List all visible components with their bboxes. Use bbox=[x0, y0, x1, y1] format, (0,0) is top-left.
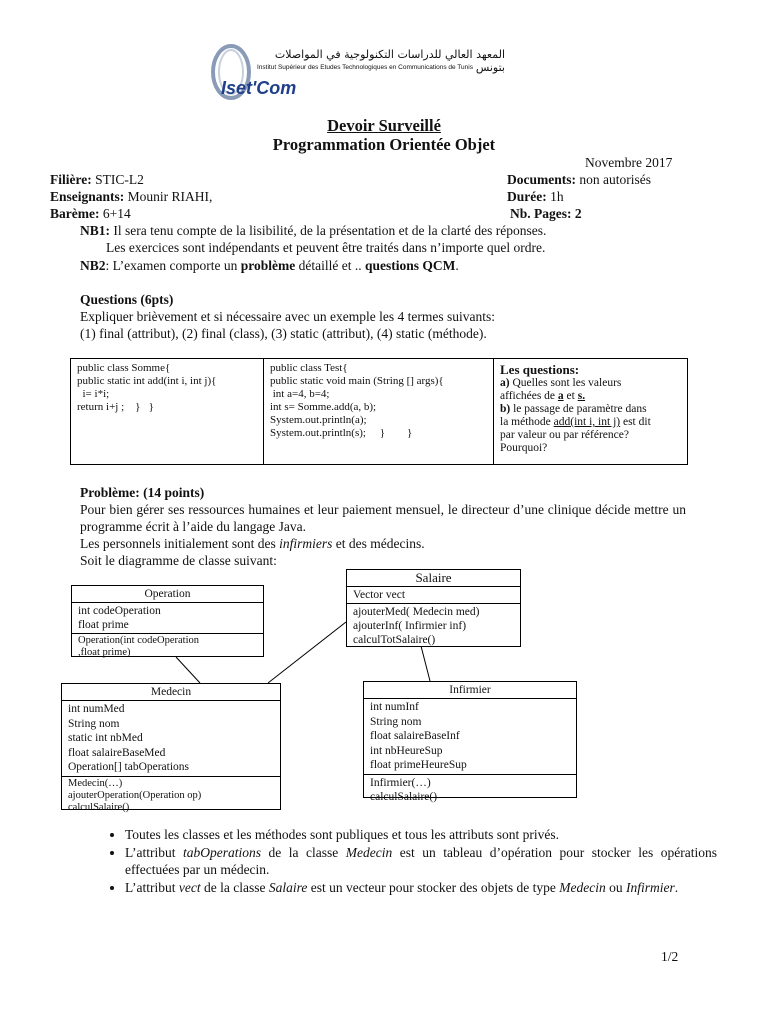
probleme-paragraph-3: Soit le diagramme de classe suivant: bbox=[80, 553, 277, 568]
uml-method: Medecin(…) bbox=[68, 777, 123, 789]
code-line: i= i*i; bbox=[77, 388, 110, 400]
exam-date: Novembre 2017 bbox=[585, 155, 673, 170]
meta-bareme: Barème: 6+14 bbox=[50, 206, 131, 221]
uml-attribute: int numInf bbox=[370, 701, 419, 713]
uml-class-infirmier bbox=[363, 681, 577, 803]
link-medecin-salaire bbox=[268, 622, 346, 683]
uml-attribute: String nom bbox=[370, 715, 422, 728]
code-line: public class Test{ bbox=[270, 362, 348, 374]
meta-duree: Durée: 1h bbox=[507, 189, 564, 204]
uml-method: Infirmier(…) bbox=[370, 776, 431, 789]
uml-methods bbox=[62, 776, 280, 815]
probleme-heading: Problème: (14 points) bbox=[80, 485, 205, 500]
institute-arabic-name: المعهد العالي للدراسات التكنولوجية في المواصلات بتونس bbox=[274, 48, 505, 74]
uml-class-operation bbox=[71, 585, 264, 657]
meta-nb-pages: Nb. Pages: 2 bbox=[510, 206, 582, 221]
uml-attribute: Operation[] tabOperations bbox=[68, 761, 190, 773]
code-line: return i+j ; } } bbox=[77, 401, 154, 413]
questions-heading: Questions (6pts) bbox=[80, 292, 174, 307]
uml-attribute: Vector vect bbox=[353, 589, 406, 601]
question-a-line2: affichées de a et s. bbox=[500, 390, 586, 402]
uml-method: calculSalaire() bbox=[68, 801, 130, 813]
uml-attribute: float prime bbox=[78, 619, 129, 631]
code-line: System.out.println(a); bbox=[270, 414, 367, 426]
code-line: int s= Somme.add(a, b); bbox=[270, 401, 377, 413]
questions-line2: (1) final (attribut), (2) final (class), (3) static (attribut), (4) static (méthode). bbox=[80, 326, 487, 341]
uml-attribute: int nbHeureSup bbox=[370, 744, 443, 757]
page-subtitle: Programmation Orientée Objet bbox=[272, 135, 496, 154]
code-line: public static void main (String [] args){ bbox=[270, 375, 444, 387]
list-item: • L’attribut vect de la classe Salaire est un vecteur pour stocker des objets de type Medecin ou Infirmier. bbox=[125, 879, 717, 896]
institute-name: Institut Supérieur des Etudes Technologiques en Communications de Tunis bbox=[257, 64, 473, 71]
uml-method: ajouterMed( Medecin med) bbox=[353, 606, 480, 618]
meta-filiere: Filière: STIC-L2 bbox=[50, 172, 144, 187]
uml-method: calculTotSalaire() bbox=[353, 634, 436, 646]
note-nb2: NB2: L’examen comporte un problème détaillé et .. questions QCM. bbox=[80, 258, 459, 273]
requirements-list bbox=[95, 826, 717, 897]
uml-method: calculSalaire() bbox=[370, 790, 438, 803]
probleme-paragraph-2: Les personnels initialement sont des infirmiers et des médecins. bbox=[80, 536, 425, 551]
uml-class-name: Medecin bbox=[62, 684, 280, 701]
brand-name: Iset'Com bbox=[221, 78, 297, 98]
code-line: public class Somme{ bbox=[77, 362, 171, 374]
uml-class-salaire bbox=[346, 569, 521, 647]
questions-line1: Expliquer brièvement et si nécessaire avec un exemple les 4 termes suivants: bbox=[80, 309, 495, 324]
code-line: public static int add(int i, int j){ bbox=[77, 375, 217, 387]
page-title: Devoir Surveillé bbox=[327, 116, 441, 135]
code-line: int a=4, b=4; bbox=[270, 388, 330, 400]
uml-attribute: int codeOperation bbox=[78, 605, 161, 617]
uml-attribute: static int nbMed bbox=[68, 732, 143, 744]
uml-attributes bbox=[347, 587, 520, 603]
list-item: • L’attribut tabOperations de la classe Medecin est un tableau d’opération pour stocker les opérations effectuées par un médecin. bbox=[125, 844, 717, 878]
uml-attribute: String nom bbox=[68, 717, 120, 730]
probleme-paragraph-1: Pour bien gérer ses ressources humaines et leur paiement mensuel, le directeur d’une clinique décide mettre un programme écrit à l’aide du langage Java. bbox=[80, 502, 686, 534]
uml-class-name: Infirmier bbox=[364, 682, 576, 699]
uml-methods bbox=[72, 633, 263, 660]
question-b: b) le passage de paramètre dans bbox=[500, 403, 647, 415]
uml-attribute: float salaireBaseInf bbox=[370, 730, 460, 742]
list-item: • Toutes les classes et les méthodes sont publiques et tous les attributs sont privés. bbox=[125, 826, 717, 843]
uml-class-medecin bbox=[61, 683, 281, 813]
note-nb1-line2: Les exercices sont indépendants et peuvent être traités dans n’importe quel ordre. bbox=[106, 240, 546, 255]
uml-method: ajouterOperation(Operation op) bbox=[68, 789, 202, 801]
uml-attributes bbox=[62, 701, 280, 776]
uml-attribute: int numMed bbox=[68, 703, 125, 715]
link-operation-medecin bbox=[176, 657, 200, 683]
uml-attributes bbox=[72, 603, 263, 633]
question-a: a) Quelles sont les valeurs bbox=[500, 377, 622, 389]
uml-class-name: Operation bbox=[72, 586, 263, 603]
page-number: 1/2 bbox=[661, 949, 679, 964]
code-questions-title: Les questions: bbox=[500, 362, 580, 377]
uml-method: ,float prime) bbox=[78, 647, 131, 658]
meta-enseignants: Enseignants: Mounir RIAHI, bbox=[50, 189, 213, 204]
question-b-line3: par valeur ou par référence? bbox=[500, 429, 629, 441]
code-line: System.out.println(s); } } bbox=[270, 427, 413, 439]
uml-attribute: float salaireBaseMed bbox=[68, 746, 166, 759]
question-b-line2: la méthode add(int i, int j) est dit bbox=[500, 416, 651, 428]
uml-method: ajouterInf( Infirmier inf) bbox=[353, 620, 467, 632]
uml-methods bbox=[347, 603, 520, 648]
uml-attribute: float primeHeureSup bbox=[370, 759, 467, 771]
uml-class-name: Salaire bbox=[347, 570, 520, 587]
question-b-line4: Pourquoi? bbox=[500, 442, 548, 454]
note-nb1: NB1: Il sera tenu compte de la lisibilité, de la présentation et de la clarté des réponses. bbox=[80, 223, 547, 238]
uml-method: Operation(int codeOperation bbox=[78, 635, 199, 646]
link-salaire-infirmier bbox=[421, 646, 430, 681]
uml-methods bbox=[364, 774, 576, 805]
uml-attributes bbox=[364, 699, 576, 774]
meta-documents: Documents: non autorisés bbox=[507, 172, 651, 187]
